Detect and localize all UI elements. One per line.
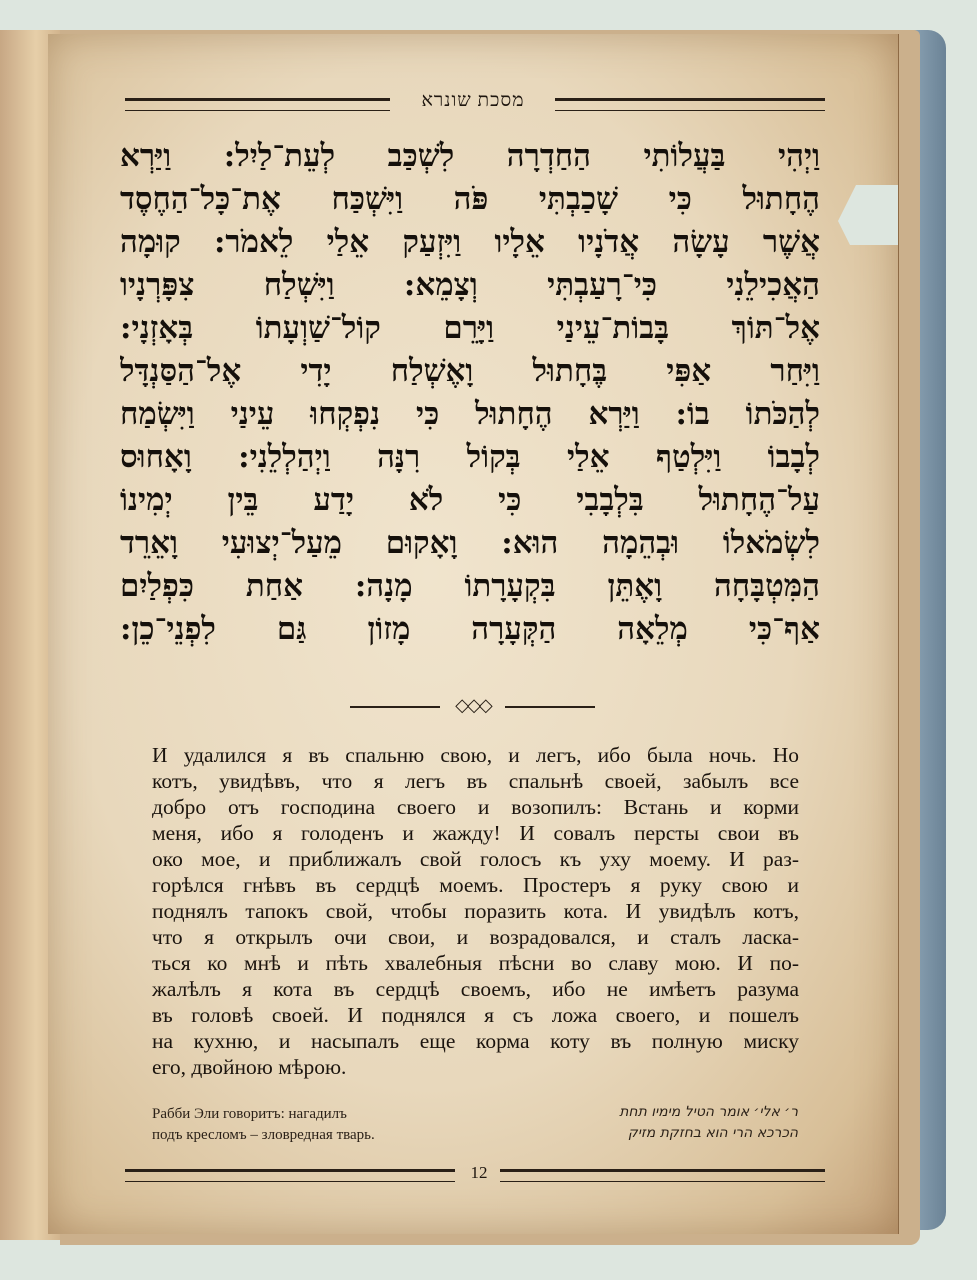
diamond-ornament-icon: ◇◇◇ (455, 695, 491, 715)
divider-rule-left (350, 706, 440, 708)
russian-line: горѣлся гнѣвъ въ сердцѣ моемъ. Простеръ я руку свою и (152, 873, 799, 897)
russian-line: добро отъ господина своего и возопилъ: Встань и корми (152, 795, 799, 819)
footer-rule-right (500, 1169, 825, 1182)
russian-line: что я открылъ очи свои, и возрадовался, и сталъ ласка- (152, 925, 799, 949)
tractate-title: מסכת שונרא (421, 90, 525, 111)
hebrew-line: הַמִּטְבָּחָה וָאֶתֵּן בִּקְעָרָתוֹ מָנָה: אַחַת כִּפְלַיִם (120, 568, 820, 604)
hebrew-line: הֶחָתוּל כִּי שָׁכַבְתִּי פֹּה וַיִּשְׁכַּח אֶת־כָּל־הַחֶסֶד (120, 181, 820, 217)
hebrew-line: עַל־הֶחָתוּל בִּלְבָבִי כִּי לֹא יָדַע בֵּין יְמִינוֹ (120, 482, 820, 518)
hebrew-line: לְהַכֹּתוֹ בוֹ: וַיַּרְא הֶחָתוּל כִּי נִפְקְחוּ עֵינַי וַיִּשְׂמַח (120, 396, 820, 432)
footnote-line: הכרכא הרי הוא בחזקת מזיק (627, 1125, 798, 1141)
russian-line: жалѣлъ я кота въ сердцѣ своемъ, ибо не имѣетъ разума (152, 977, 799, 1001)
russian-line: на кухню, и насыпалъ еще корма коту въ полную миску (152, 1029, 799, 1053)
hebrew-line: וַיְהִי בַּעֲלוֹתִי הַחַדְרָה לִשְׁכַּב לְעֵת־לַיִל: וַיַּרְא (120, 138, 820, 174)
footnote-line: ר׳ אלי׳ אומר הטיל מימיו תחת (619, 1104, 798, 1120)
russian-line: поднялъ тапокъ свой, чтобы поразить кота. И увидѣлъ котъ, (152, 899, 799, 923)
hebrew-line: לְבָבוֹ וַיִּלְטַף אֵלַי בְּקוֹל רִנָּה וַיְהַלְלֵנִי: וָאָחוּס (120, 439, 820, 475)
header-rule-right (555, 98, 825, 111)
footnote-russian (152, 1104, 452, 1146)
divider-rule-right (505, 706, 595, 708)
page-footer (125, 1163, 825, 1185)
running-header (125, 90, 825, 118)
hebrew-line: אֲשֶׁר עָשָׂה אֲדֹנָיו אֵלָיו וַיִּזְעַק אֵלַי לֵאמֹר: קוּמָה (120, 224, 820, 260)
russian-line: въ головѣ своей. И поднялся я съ ложа своего, и пошелъ (152, 1003, 799, 1027)
footnote-line: Рабби Эли говоритъ: нагадилъ (152, 1106, 347, 1122)
footer-rule-left (125, 1169, 455, 1182)
russian-line: И удалился я въ спальню свою, и легъ, ибо была ночь. Но (152, 743, 799, 767)
hebrew-text-block (120, 135, 820, 651)
russian-line: ться ко мнѣ и пѣть хвалебныя пѣсни во славу мою. И по- (152, 951, 799, 975)
header-rule-left (125, 98, 390, 111)
footnote-line: подъ кресломъ – зловредная тварь. (152, 1127, 375, 1143)
hebrew-line: אֶל־תּוֹךְ בָּבוֹת־עֵינַי וַיָּרֵם קוֹל־שַׁוְעָתוֹ בְּאָזְנָי: (120, 310, 820, 346)
footnote-hebrew (560, 1102, 798, 1144)
page-number: 12 (470, 1163, 488, 1182)
russian-line: котъ, увидѣвъ, что я легъ въ спальнѣ своей, забылъ все (152, 769, 799, 793)
hebrew-line: הַאֲכִילֵנִי כִּי־רָעַבְתִּי וְצָמֵא: וַיִּשְׁלַח צִפָּרְנָיו (120, 267, 820, 303)
hebrew-line: לִשְׂמֹאלוֹ וּבְהֵמָה הוּא: וָאָקוּם מֵעַל־יְצוּעִי וָאֵרֵד (120, 525, 820, 561)
russian-line: меня, ибо я голоденъ и жажду! И совалъ персты свои въ (152, 821, 799, 845)
russian-line: око мое, и приближалъ свой голосъ къ уху моему. И раз- (152, 847, 799, 871)
hebrew-line: אַף־כִּי מְלֵאָה הַקְּעָרָה מָזוֹן גַּם לִפְנֵי־כֵן: (120, 611, 820, 647)
hebrew-line: וַיִּחַר אַפִּי בֶּחָתוּל וָאֶשְׁלַח יָדִי אֶל־הַסַּנְדָּל (120, 353, 820, 389)
section-divider (350, 697, 595, 717)
russian-translation-block (152, 742, 799, 1080)
russian-line: его, двойною мѣрою. (152, 1055, 347, 1079)
